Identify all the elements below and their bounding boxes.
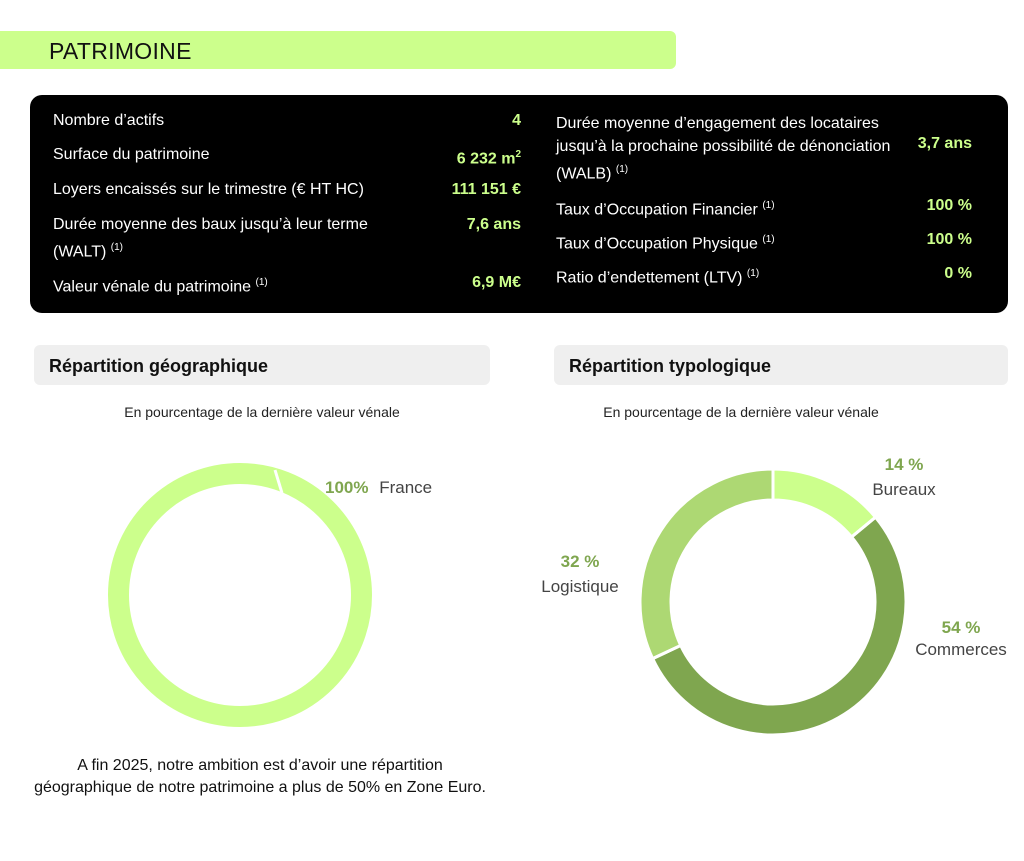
geo-ambition-note: A fin 2025, notre ambition est d’avoir une répartition géographique de notre patrimoine a plus de 50% en Zone Euro. bbox=[34, 757, 486, 796]
kpi-value: 111 151 € bbox=[451, 181, 521, 198]
typo-slice-pct-commerces: 54 % bbox=[941, 618, 981, 637]
kpi-label: Nombre d’actifs bbox=[53, 112, 165, 129]
kpi-value: 6 232 $m^2$ bbox=[456, 149, 521, 168]
kpi-label: Taux d’Occupation Physique $^{(1)}$ bbox=[556, 234, 775, 253]
geo-slice-label: France bbox=[379, 478, 433, 497]
kpi-label: Valeur vénale du patrimoine $^{(1)}$ bbox=[53, 277, 268, 296]
geo-slice-pct bbox=[325, 478, 432, 497]
typo-chart-subtitle: En pourcentage de la dernière valeur vénale bbox=[603, 404, 879, 420]
kpi-value: 3,7 ans bbox=[917, 135, 972, 152]
kpi-value: 100 % bbox=[926, 197, 972, 214]
kpi-value: 0 % bbox=[944, 265, 972, 282]
geo-chart-subtitle: En pourcentage de la dernière valeur vénale bbox=[124, 404, 400, 420]
typo-slice-pct-logistique: 32 % bbox=[560, 552, 600, 571]
donut-slice-france bbox=[119, 474, 362, 717]
typo-chart-title: Répartition typologique bbox=[569, 356, 771, 376]
kpi-label: Surface du patrimoine bbox=[53, 146, 210, 163]
kpi-label: Durée moyenne des baux jusqu’à leur terme (WALT) $^{(1)}$ bbox=[53, 216, 368, 261]
kpi-value: 100 % bbox=[926, 231, 972, 248]
geo-slice-pct-value: 100% bbox=[325, 478, 369, 497]
kpi-value: 4 bbox=[512, 112, 521, 129]
typo-slice-label-logistique: Logistique bbox=[541, 577, 619, 596]
kpi-label: Taux d’Occupation Financier $^{(1)}$ bbox=[556, 200, 775, 219]
kpi-label: Loyers encaissés sur le trimestre (€ HT HC) bbox=[53, 181, 364, 198]
page-title: PATRIMOINE bbox=[49, 38, 192, 64]
donut-slice-commerces bbox=[653, 517, 906, 735]
kpi-label: Durée moyenne d’engagement des locataires jusqu’à la prochaine possibilité de dénonciation (WALB) $^{(1)}$ bbox=[556, 115, 891, 183]
typo-slice-label-bureaux: Bureaux bbox=[872, 480, 936, 499]
kpi-value: 6,9 M€ bbox=[472, 274, 521, 291]
geo-donut-chart bbox=[119, 470, 362, 717]
kpi-value: 7,6 ans bbox=[466, 216, 521, 233]
donut-slice-logistique bbox=[640, 469, 773, 659]
typo-slice-pct-bureaux: 14 % bbox=[884, 455, 924, 474]
geo-chart-title: Répartition géographique bbox=[49, 356, 269, 376]
donut-slice-bureaux bbox=[773, 469, 875, 537]
kpi-label: Ratio d’endettement (LTV) $^{(1)}$ bbox=[556, 268, 760, 287]
typo-donut-chart bbox=[640, 469, 906, 735]
typo-slice-label-commerces: Commerces bbox=[915, 640, 1007, 659]
